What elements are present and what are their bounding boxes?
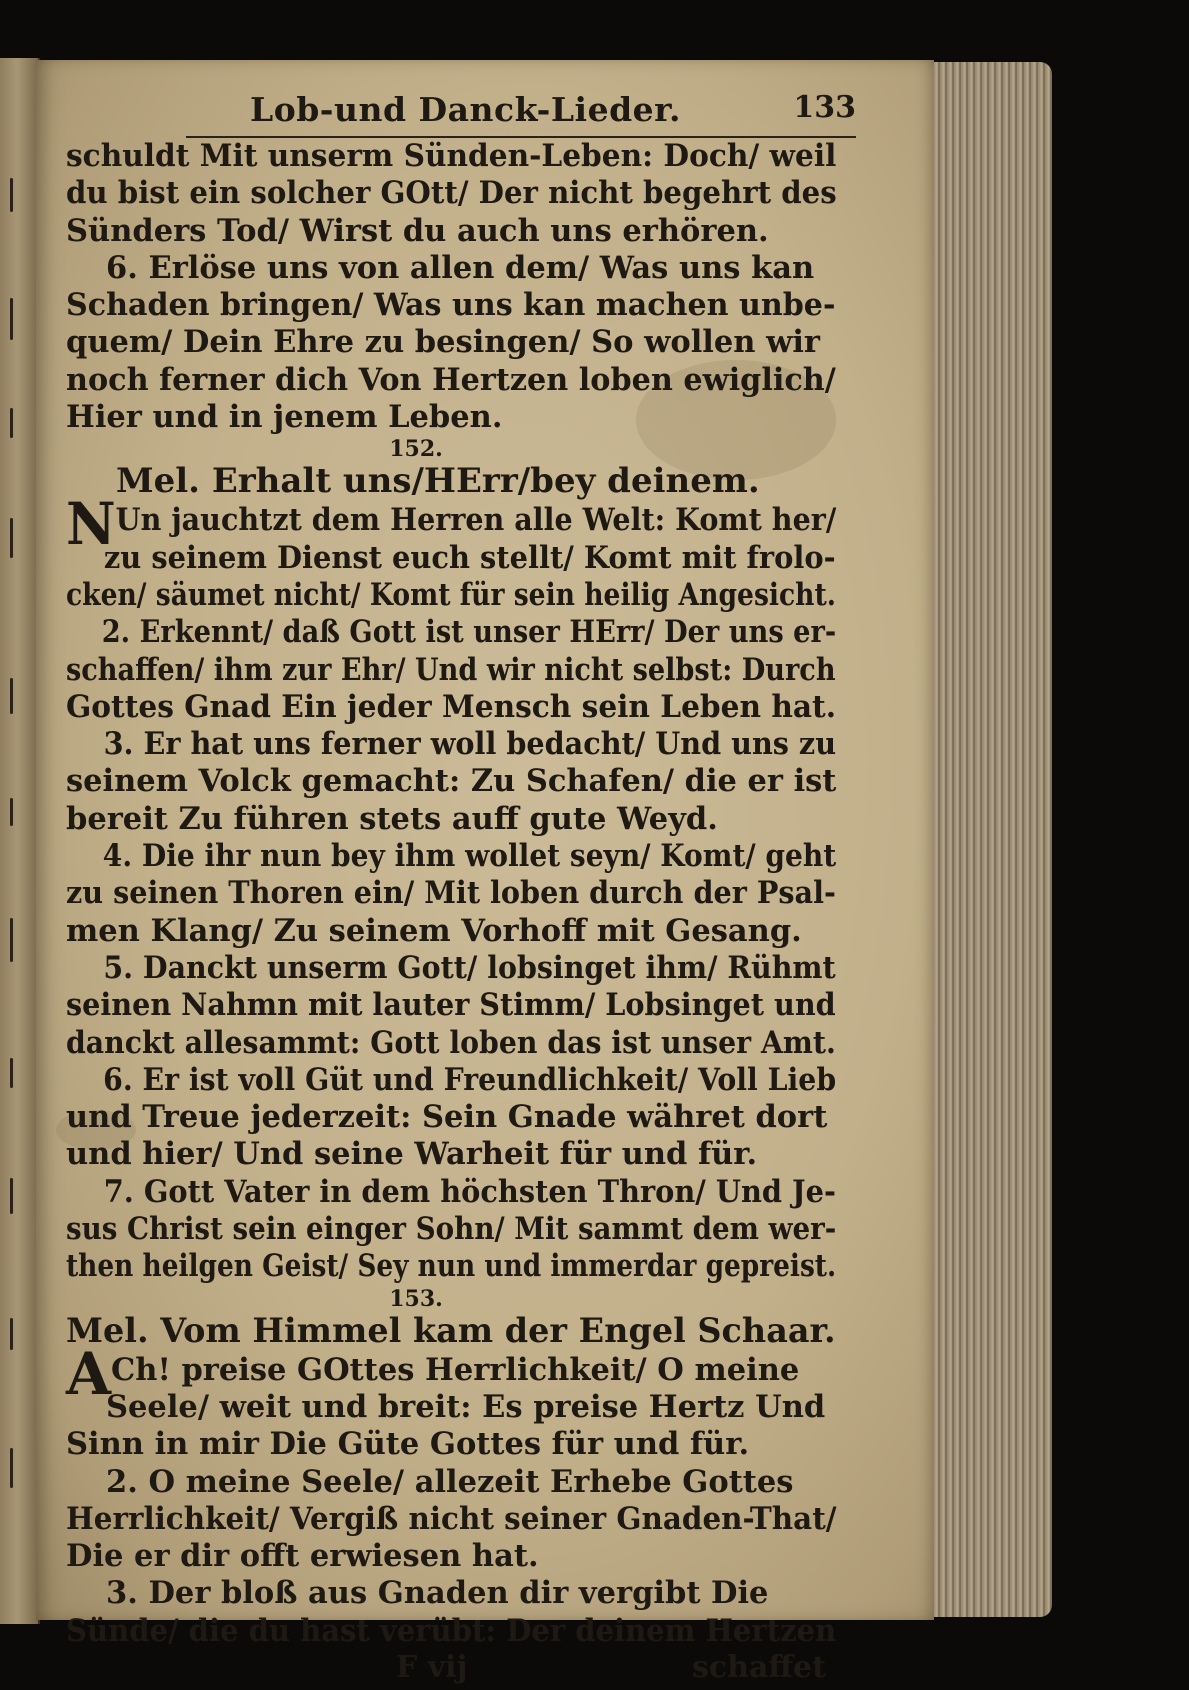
hymn-153 — [66, 1285, 837, 1650]
text-line: Sünde/ die du hast verübt: Der deinem Hertzen — [66, 1612, 837, 1649]
text-line: du bist ein solcher GOtt/ Der nicht begehrt des — [66, 175, 837, 212]
drop-cap: A — [66, 1339, 112, 1408]
signature-mark: F vij — [396, 1649, 468, 1685]
book-page-edges — [920, 62, 1052, 1617]
text-line: seinen Nahmn mit lauter Stimm/ Lobsinget und — [66, 987, 836, 1024]
text-line: und hier/ Und seine Warheit für und für. — [66, 1136, 758, 1173]
text-line: schuldt Mit unserm Sünden-Leben: Doch/ weil — [66, 138, 837, 174]
text-line: 6. Erlöse uns von allen dem/ Was uns kan — [106, 249, 815, 286]
text-line: bereit Zu führen stets auff gute Weyd. — [66, 800, 718, 837]
text-line: Herrlichkeit/ Vergiß nicht seiner Gnaden-That/ — [66, 1500, 837, 1537]
text-line: men Klang/ Zu seinem Vorhoff mit Gesang. — [66, 912, 802, 949]
text-line: Gottes Gnad Ein jeder Mensch sein Leben hat. — [66, 688, 837, 725]
facing-page-marks — [6, 158, 26, 1558]
text-line: Schaden bringen/ Was uns kan machen unbe- — [66, 287, 836, 324]
text-line: sus Christ sein einger Sohn/ Mit sammt dem wer- — [66, 1211, 837, 1248]
first-line-text: Un jauchtzt dem Herren alle Welt: Komt her/ — [115, 502, 837, 539]
melody-heading: Mel. Vom Himmel kam der Engel Schaar. — [66, 1310, 836, 1351]
text-line: schaffen/ ihm zur Ehr/ Und wir nicht selbst: Durch — [66, 651, 836, 688]
hymn-number: 153. — [389, 1285, 443, 1312]
page-header — [186, 88, 856, 138]
text-line: Sünders Tod/ Wirst du auch uns erhören. — [66, 212, 769, 249]
text-line: 7. Gott Vater in dem höchsten Thron/ Und Je- — [103, 1173, 836, 1210]
melody-heading: Mel. Erhalt uns/HErr/bey deinem. — [116, 461, 760, 502]
catchword: schaffet — [692, 1649, 826, 1685]
text-line: seinem Volck gemacht: Zu Schafen/ die er ist — [66, 763, 837, 800]
text-line: 5. Danckt unserm Gott/ lobsinget ihm/ Rühmt — [103, 949, 836, 986]
page-number: 133 — [793, 90, 856, 125]
hymn-152 — [66, 436, 837, 1285]
page-text — [66, 88, 856, 1690]
drop-cap: N — [66, 490, 116, 559]
first-line-text: Ch! preise GOttes Herrlichkeit/ O meine — [111, 1351, 800, 1388]
text-line: cken/ säumet nicht/ Komt für sein heilig Angesicht. — [66, 576, 837, 613]
text-line: zu seinem Dienst euch stellt/ Komt mit frolo- — [103, 539, 836, 576]
text-line: 3. Der bloß aus Gnaden dir vergibt Die — [106, 1575, 769, 1612]
book-page — [36, 60, 934, 1685]
hymn-number: 152. — [389, 436, 443, 463]
text-line: Sinn in mir Die Güte Gottes für und für. — [66, 1426, 750, 1463]
text-line: und Treue jederzeit: Sein Gnade währet dort — [66, 1099, 828, 1136]
text-line: 3. Er hat uns ferner woll bedacht/ Und uns zu — [103, 726, 837, 763]
text-line: danckt allesammt: Gott loben das ist unser Amt. — [66, 1024, 836, 1061]
text-line: 2. Erkennt/ daß Gott ist unser HErr/ Der uns er- — [101, 614, 837, 651]
text-line: quem/ Dein Ehre zu besingen/ So wollen wir — [66, 324, 820, 361]
text-line: then heilgen Geist/ Sey nun und immerdar gepreist. — [66, 1248, 837, 1285]
text-line: zu seinen Thoren ein/ Mit loben durch der Psal- — [66, 875, 836, 912]
text-line: Hier und in jenem Leben. — [66, 399, 503, 436]
running-head: Lob-und Danck-Lieder. — [250, 90, 681, 129]
text-line: Seele/ weit und breit: Es preise Hertz Und — [106, 1388, 826, 1425]
text-line: 6. Er ist voll Güt und Freundlichkeit/ Voll Lieb — [103, 1061, 837, 1098]
text-line: Die er dir offt erwiesen hat. — [66, 1538, 539, 1575]
text-line: 2. O meine Seele/ allezeit Erhebe Gottes — [106, 1463, 794, 1500]
text-line: 4. Die ihr nun bey ihm wollet seyn/ Komt/ geht — [102, 838, 837, 875]
hymn-151-continuation — [66, 138, 837, 436]
text-line: noch ferner dich Von Hertzen loben ewiglich/ — [66, 361, 836, 398]
facing-page-edge — [0, 58, 40, 1624]
